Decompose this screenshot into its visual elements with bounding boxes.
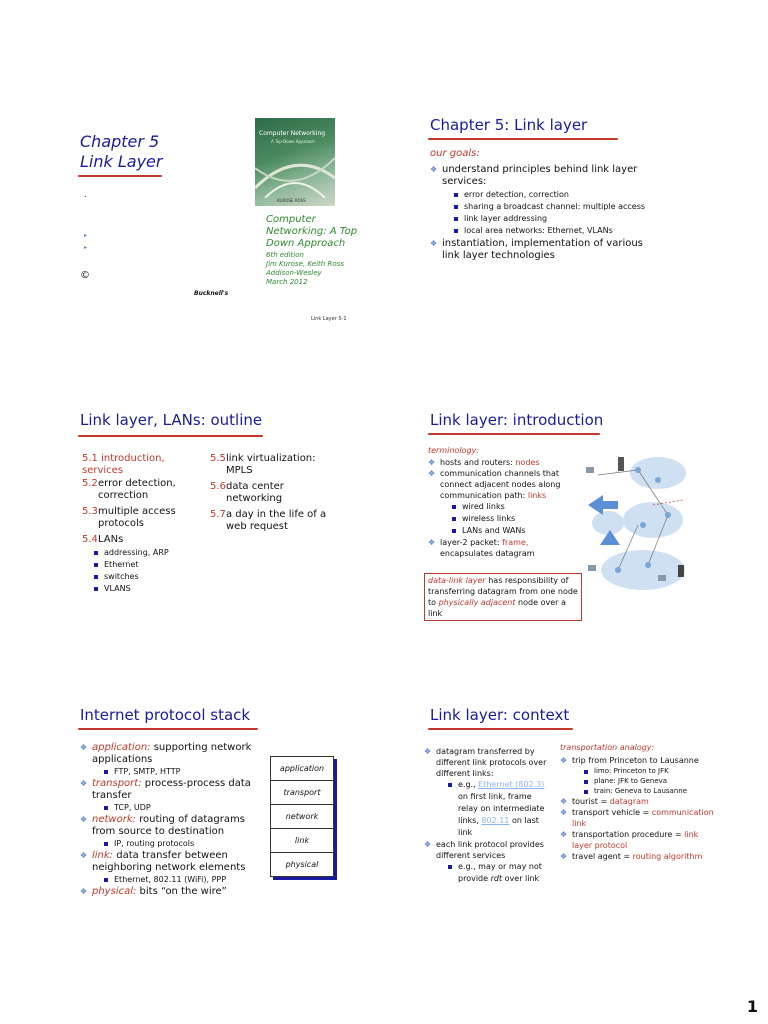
- list-item: ❖ layer-2 packet: frame, encapsulates datagram: [428, 537, 573, 559]
- slide-link-intro: [420, 405, 720, 635]
- list-item: ❖ network: routing of datagrams from source to destination IP, routing protocols: [80, 814, 260, 850]
- list-item: ❖ link: data transfer between neighboring network elements Ethernet, 802.11 (WiFi), PPP: [80, 850, 260, 886]
- list-item: plane: JFK to Geneva: [584, 776, 720, 786]
- list-item: link layer addressing: [454, 213, 660, 225]
- list-item: VLANS: [94, 583, 207, 595]
- title-underline: [428, 433, 600, 435]
- list-item: e.g., Ethernet (802.3) on first link, frame relay on intermediate links, 802.11 on last link: [448, 779, 552, 839]
- list-item: e.g., may or may not provide rdt over link: [448, 861, 552, 885]
- terminology-list: [428, 457, 573, 559]
- list-item: ❖ instantiation, implementation of various link layer technologies: [430, 238, 660, 262]
- slide-link-context: [420, 700, 720, 930]
- transport-analogy: transportation analogy: ❖ trip from Princeton to Lausanne limo: Princeton to JFK plane: JFK to Geneva train: Geneva to Lausanne ❖ tourist = datagram ❖ transport vehicle = communication link ❖ transportation procedure = link layer protocol ❖ travel agent = routing algorithm: [560, 742, 720, 862]
- network-diagram-image: [578, 445, 690, 595]
- title-underline: [78, 175, 162, 177]
- list-item: FTP, SMTP, HTTP: [104, 766, 260, 778]
- slide-title: Link layer, LANs: outline: [80, 411, 263, 429]
- protocol-stack-diagram: [270, 756, 334, 877]
- highway-interchange-graphic: [255, 148, 335, 198]
- list-item: train: Geneva to Lausanne: [584, 786, 720, 796]
- list-item: ❖ transportation procedure = link layer protocol: [560, 829, 720, 851]
- list-item: ❖ travel agent = routing algorithm: [560, 851, 720, 862]
- stack-layer-link: link: [271, 829, 333, 853]
- list-item: ❖ hosts and routers: nodes: [428, 457, 573, 468]
- list-item: ❖ datagram transferred by different link protocols over different links: e.g., Ethernet (802.3) on first link, frame relay on intermediate links, 802.11 on last link: [424, 746, 552, 839]
- slide-chapter-title: Chapter 5 Link Layer . ▸ ▸ © Computer Networking A Top-Down Approach KUROSE ROSS Computer Networking: A Top Down Approach 6th edition Jim Kurose, Keith Ross Addison-Wesley March 2012 Bucknell's Link Layer 5-1: [70, 110, 370, 340]
- list-item: ❖ understand principles behind link layer services: error detection, correction sharing a broadcast channel: multiple access link layer addressing local area networks: Ethernet, VLANs: [430, 164, 660, 237]
- list-item: ❖ trip from Princeton to Lausanne limo: Princeton to JFK plane: JFK to Geneva train: Geneva to Lausanne: [560, 755, 720, 796]
- slide-title: Link layer: context: [430, 706, 570, 724]
- list-item: ❖ each link protocol provides different services e.g., may or may not provide rdt over link: [424, 839, 552, 885]
- list-item: LANs and WANs: [452, 525, 573, 537]
- slide-outline: [70, 405, 370, 635]
- list-item: addressing, ARP: [94, 547, 207, 559]
- book-cover-image: Computer Networking A Top-Down Approach KUROSE ROSS: [255, 118, 335, 206]
- slide-title: Link layer: introduction: [430, 411, 604, 429]
- title-underline: [428, 728, 573, 730]
- list-item: ❖ transport: process-process data transfer TCP, UDP: [80, 778, 260, 814]
- title-underline: [78, 728, 258, 730]
- list-item: local area networks: Ethernet, VLANs: [454, 225, 660, 237]
- definition-box: data-link layer has responsibility of transferring datagram from one node to physically adjacent node over a link: [424, 573, 582, 621]
- slide-chapter-goals: [420, 110, 720, 340]
- list-item: sharing a broadcast channel: multiple access: [454, 201, 660, 213]
- list-item: IP, routing protocols: [104, 838, 260, 850]
- goals-list: [430, 164, 660, 262]
- list-item: Ethernet: [94, 559, 207, 571]
- list-item: TCP, UDP: [104, 802, 260, 814]
- list-item: ❖ physical: bits “on the wire”: [80, 886, 260, 898]
- title-underline: [428, 138, 618, 140]
- chapter-title: Chapter 5 Link Layer: [80, 132, 163, 171]
- copyright-symbol: ©: [80, 270, 90, 281]
- list-item: ❖ transport vehicle = communication link: [560, 807, 720, 829]
- stack-layer-application: application: [271, 757, 333, 781]
- stack-layer-transport: transport: [271, 781, 333, 805]
- list-item: Ethernet, 802.11 (WiFi), PPP: [104, 874, 260, 886]
- context-list: [424, 746, 552, 885]
- list-item: ❖ tourist = datagram: [560, 796, 720, 807]
- slide-title: Chapter 5: Link layer: [430, 116, 588, 134]
- outline-column-left: 5.1 introduction, services 5.2 error detection, correction 5.3 multiple access protocols 5.4 LANs addressing, ARP Ethernet switches VLANS: [82, 453, 207, 595]
- slide-title: Internet protocol stack: [80, 706, 251, 724]
- book-title: Computer Networking: A Top Down Approach: [266, 214, 358, 249]
- stack-layer-physical: physical: [285, 860, 319, 869]
- title-underline: [78, 435, 263, 437]
- list-item: wired links: [452, 501, 573, 513]
- goals-label: our goals:: [430, 148, 480, 159]
- list-item: ❖ application: supporting network applications FTP, SMTP, HTTP: [80, 742, 260, 778]
- book-details: 6th edition Jim Kurose, Keith Ross Addison-Wesley March 2012: [266, 251, 344, 286]
- list-item: limo: Princeton to JFK: [584, 766, 720, 776]
- slide-protocol-stack: [70, 700, 370, 930]
- bucknell-note: Bucknell's: [194, 290, 229, 297]
- stack-layer-network: network: [271, 805, 333, 829]
- list-item: wireless links: [452, 513, 573, 525]
- list-item: ❖ communication channels that connect adjacent nodes along communication path: links wired links wireless links LANs and WANs: [428, 468, 573, 537]
- terminology-label: terminology:: [428, 446, 479, 455]
- page-number: 1: [746, 997, 758, 1016]
- layer-list: [80, 742, 260, 898]
- list-item: error detection, correction: [454, 189, 660, 201]
- outline-column-right: 5.5 link virtualization: MPLS 5.6 data center networking 5.7 a day in the life of a web request: [210, 453, 327, 532]
- list-item: switches: [94, 571, 207, 583]
- slide-footer: Link Layer 5-1: [311, 316, 347, 322]
